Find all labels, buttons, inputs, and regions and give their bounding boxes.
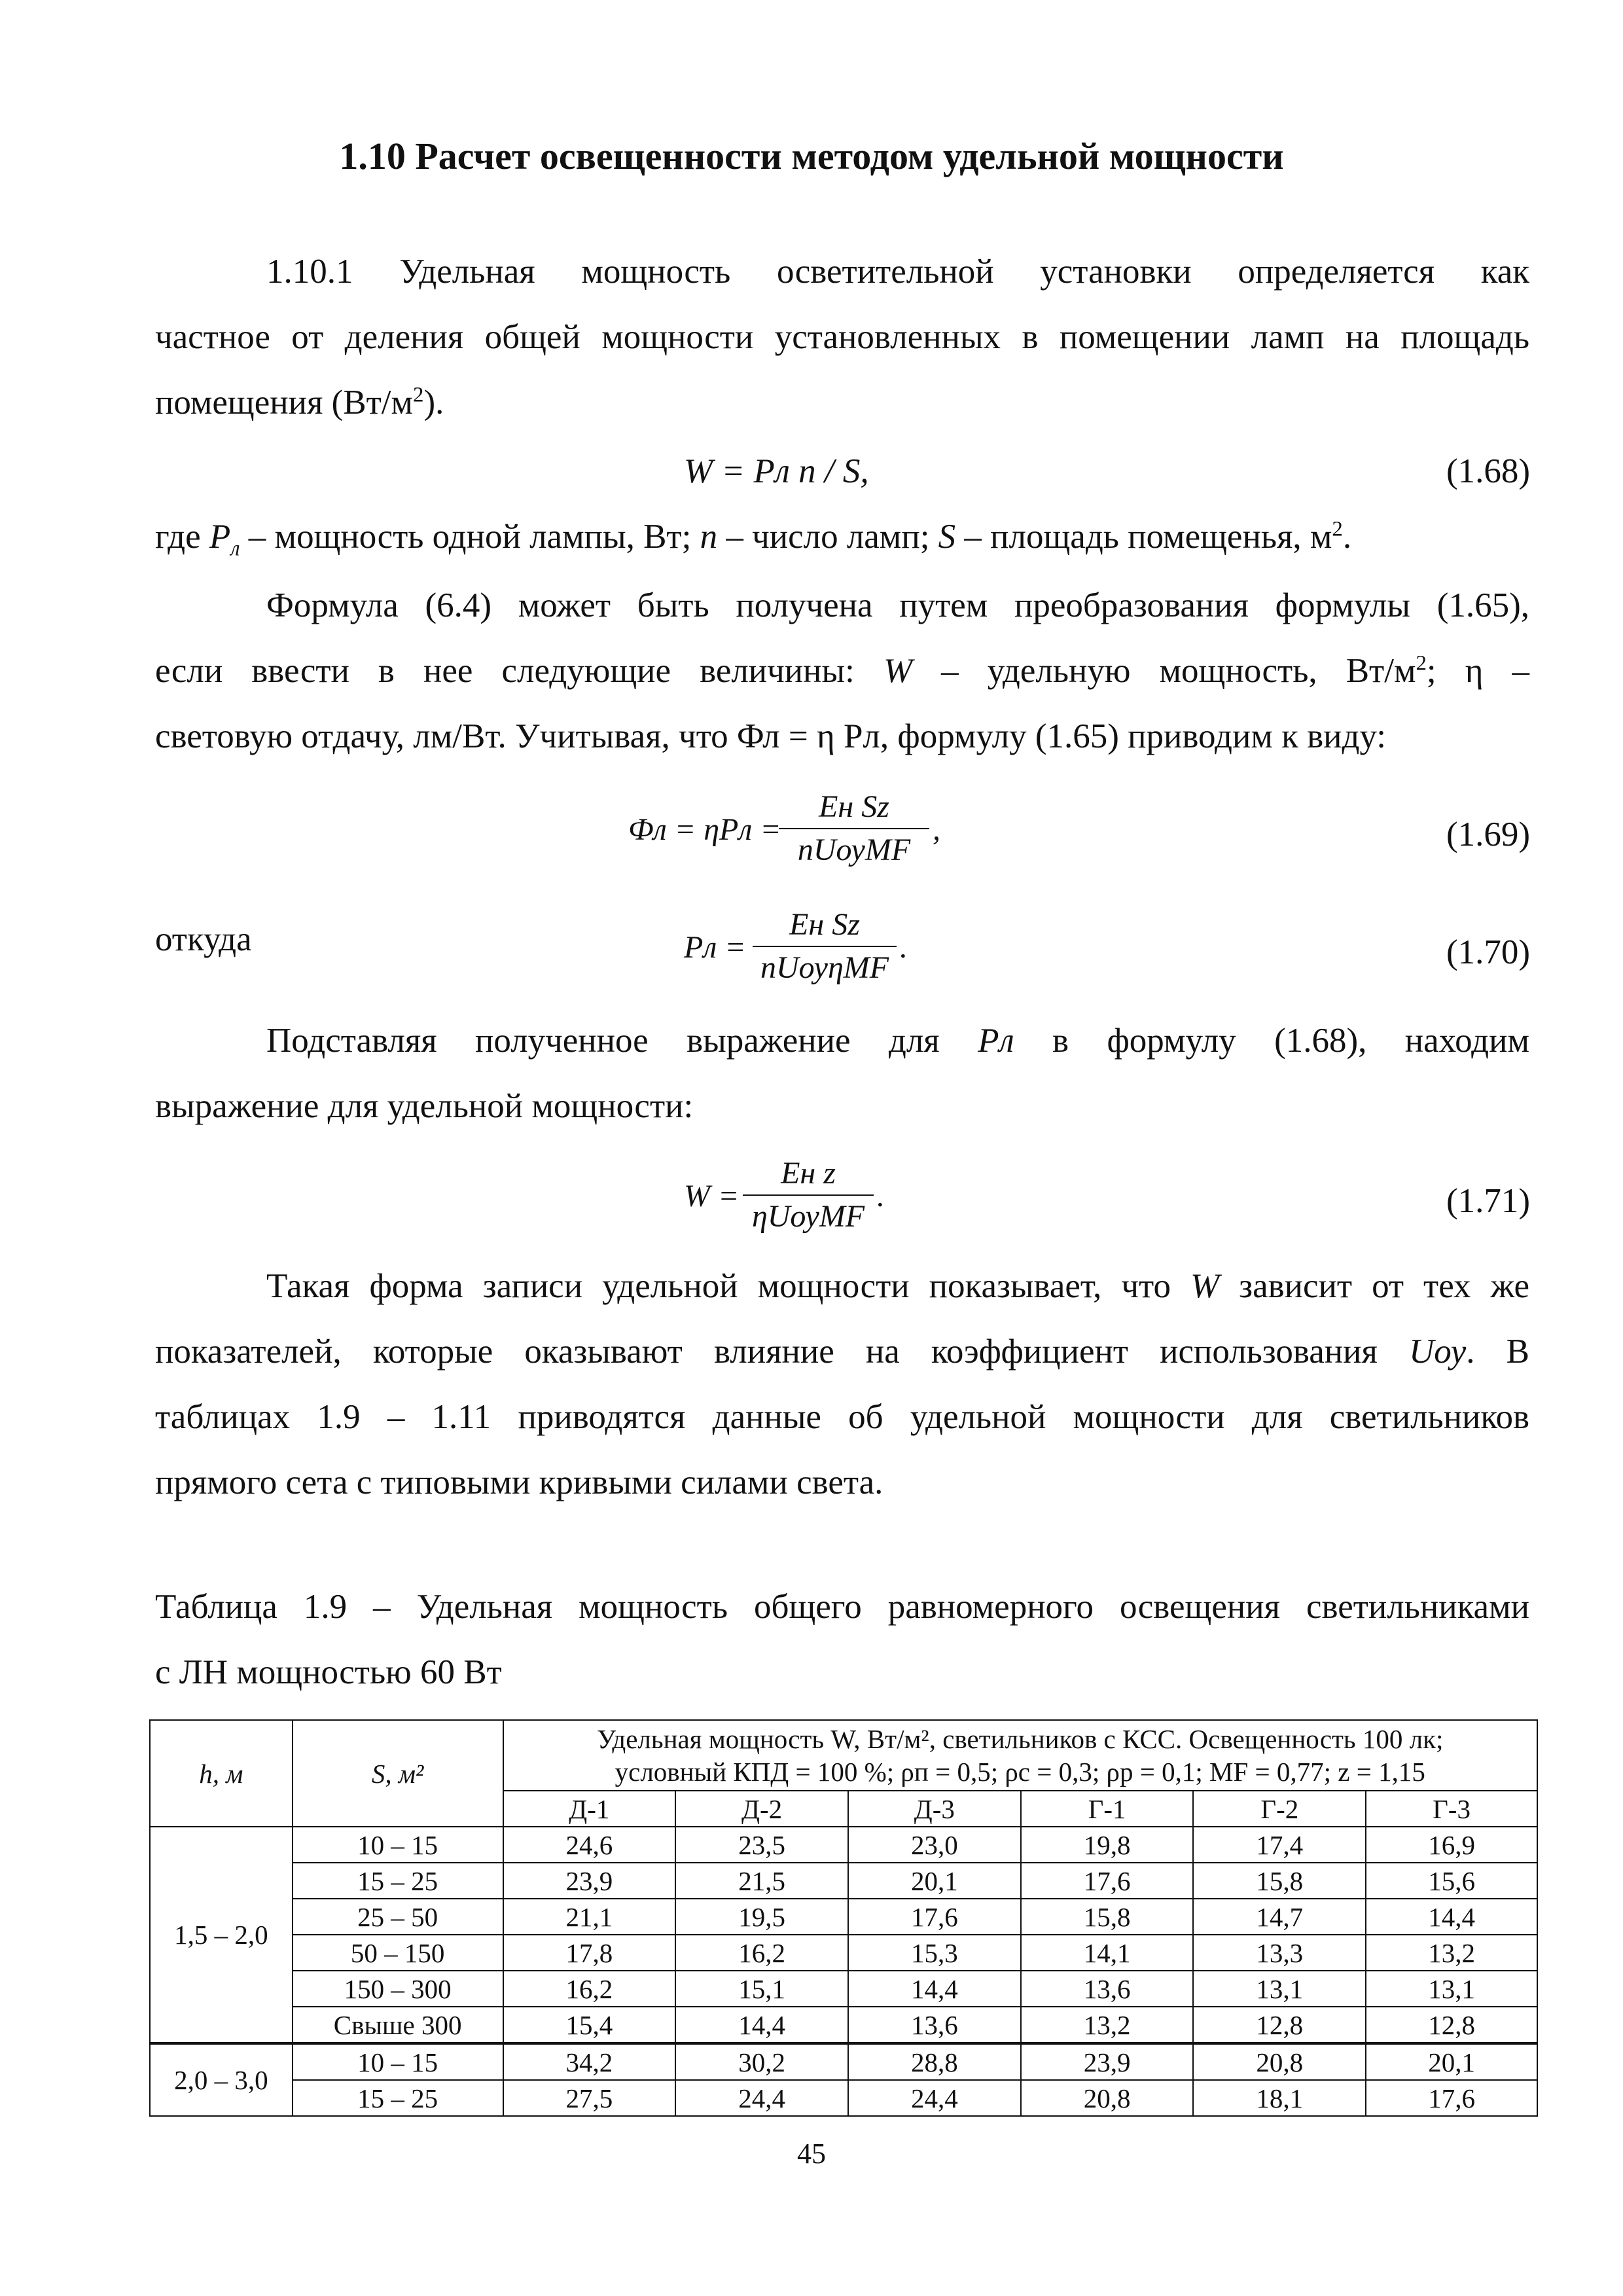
para2-line2 [155,651,1529,691]
para2-line3: световую отдачу, лм/Вт. Учитывая, что Фл = η Рл, формулу (1.65) приводим к виду: [155,717,1386,755]
table-caption [155,1587,1529,1626]
para4-line2-post: . В [1466,1333,1529,1371]
para4-line4: прямого сета с типовыми кривыми силами света. [155,1463,883,1501]
area-range-cell: 15 – 25 [293,1863,503,1899]
value-cell: 20,1 [1366,2043,1537,2080]
equation-1-71-lhs: W = [684,1179,740,1213]
equation-1-71-fraction [743,1155,874,1235]
where-mid: – мощность одной лампы, Вт; [240,518,700,556]
value-cell: 16,2 [503,1971,676,2007]
col-header-h [150,1720,293,1827]
value-cell: 19,8 [1021,1827,1194,1863]
value-cell: 20,8 [1193,2043,1366,2080]
value-cell: 17,6 [1366,2080,1537,2116]
para1-line2: частное от деления общей мощности установленных в помещении ламп на площадь [155,318,1529,356]
kss-header-cell: Г-3 [1366,1791,1537,1827]
value-cell: 17,6 [1021,1863,1194,1899]
header-line2: условный КПД = 100 %; ρп = 0,5; ρс = 0,3; ρр = 0,1; MF = 0,77; z = 1,15 [615,1757,1425,1787]
value-cell: 13,2 [1366,1935,1537,1971]
para4-line1-pre: Такая форма записи удельной мощности показывает, что [266,1267,1190,1305]
value-cell: 21,5 [675,1863,848,1899]
table-caption-text: – Удельная мощность общего равномерного освещения светильниками [347,1588,1529,1626]
equation-1-69-numerator: Eн Sz [819,789,889,824]
table-row [150,2007,1537,2043]
area-range-cell: Свыше 300 [293,2007,503,2043]
table-row [150,1935,1537,1971]
value-cell: 14,4 [848,1971,1021,2007]
value-cell: 13,6 [848,2007,1021,2043]
value-cell: 13,3 [1193,1935,1366,1971]
kss-header-cell: Д-2 [675,1791,848,1827]
where-end: . [1342,518,1352,556]
table-caption-tag: Таблица 1.9 [155,1588,348,1626]
col-header-power [503,1720,1538,1791]
area-range-cell: 50 – 150 [293,1935,503,1971]
value-cell: 13,6 [1021,1971,1194,2007]
specific-power-table [149,1719,1538,2117]
para4-line1 [266,1266,1529,1306]
table-body [150,1827,1537,2116]
para1-line1: 1.10.1 Удельная мощность осветительной установки определяется как [266,253,1529,291]
value-cell: 17,4 [1193,1827,1366,1863]
para3-line1-pre: Подставляя полученное выражение для [266,1022,978,1060]
value-cell: 20,1 [848,1863,1021,1899]
para4-line2 [155,1332,1529,1371]
equation-1-69-fraction [779,789,929,869]
value-cell: 16,9 [1366,1827,1537,1863]
value-cell: 15,8 [1021,1899,1194,1935]
value-cell: 15,8 [1193,1863,1366,1899]
para4-line2-pre: показателей, которые оказывают влияние на коэффициент использования [155,1333,1410,1371]
where-sup: 2 [1332,517,1343,541]
value-cell: 28,8 [848,2043,1021,2080]
table-row [150,1971,1537,2007]
para2-line2-post: ; η – [1426,652,1529,690]
equation-number-1-68: (1.68) [1446,452,1530,490]
section-title: 1.10 Расчет освещенности методом удельной мощности [339,135,1284,177]
where-post: – площадь помещенья, м [955,518,1332,556]
otkuda-word: откуда [155,920,252,958]
table-caption-line2: с ЛН мощностью 60 Вт [155,1653,502,1691]
kss-header-cell: Г-2 [1193,1791,1366,1827]
area-range-cell: 25 – 50 [293,1899,503,1935]
para1-line3 [155,383,444,422]
para2-line2-mid: – удельную мощность, Вт/м [912,652,1416,690]
where-psub: л [230,537,240,561]
value-cell: 12,8 [1366,2007,1537,2043]
value-cell: 15,6 [1366,1863,1537,1899]
area-range-cell: 10 – 15 [293,2043,503,2080]
value-cell: 14,1 [1021,1935,1194,1971]
para4-line3: таблицах 1.9 – 1.11 приводятся данные об удельной мощности для светильников [155,1398,1529,1436]
para1-line3-end: ). [423,384,444,422]
equation-1-71-tail: . [877,1179,885,1213]
value-cell: 14,7 [1193,1899,1366,1935]
fraction-bar [753,946,897,947]
where-p: P [209,518,231,556]
value-cell: 16,2 [675,1935,848,1971]
value-cell: 13,1 [1193,1971,1366,2007]
value-cell: 15,1 [675,1971,848,2007]
equation-1-70-lhs: Pл = [684,930,746,965]
kss-header-cell: Г-1 [1021,1791,1194,1827]
value-cell: 21,1 [503,1899,676,1935]
value-cell: 15,4 [503,2007,676,2043]
equation-1-71-numerator: Eн z [781,1156,836,1191]
para3-line1-p: Pл [978,1022,1014,1060]
para2-line2-w: W [883,652,913,690]
value-cell: 13,2 [1021,2007,1194,2043]
area-range-cell: 15 – 25 [293,2080,503,2116]
value-cell: 14,4 [675,2007,848,2043]
equation-number-1-70: (1.70) [1446,933,1530,971]
equation-1-70-tail: . [900,930,908,965]
value-cell: 18,1 [1193,2080,1366,2116]
equation-1-70-denominator: nUоуηMF [760,950,889,985]
height-range-cell: 2,0 – 3,0 [150,2043,293,2116]
equation-1-70-fraction [753,906,897,986]
table-row [150,2080,1537,2116]
where-n: n [700,518,718,556]
where-line [155,517,1351,562]
where-s: S [938,518,956,556]
kss-header-cell: Д-3 [848,1791,1021,1827]
height-range-cell: 1,5 – 2,0 [150,1827,293,2043]
value-cell: 23,9 [503,1863,676,1899]
value-cell: 24,4 [848,2080,1021,2116]
value-cell: 17,6 [848,1899,1021,1935]
table-row [150,1827,1537,1863]
value-cell: 24,6 [503,1827,676,1863]
para2-line1: Формула (6.4) может быть получена путем преобразования формулы (1.65), [266,586,1529,624]
table-row [150,1899,1537,1935]
para4-line1-w: W [1190,1267,1220,1305]
kss-header-cell: Д-1 [503,1791,676,1827]
fraction-bar [743,1194,874,1196]
table-row [150,2043,1537,2080]
table-row [150,1863,1537,1899]
para1-line3-text: помещения (Вт/м [155,384,414,422]
fraction-bar [779,828,929,829]
area-range-cell: 10 – 15 [293,1827,503,1863]
where-mid2: – число ламп; [717,518,938,556]
value-cell: 34,2 [503,2043,676,2080]
col-header-s [293,1720,503,1827]
col-header-h-text: h, м [199,1758,243,1789]
equation-1-69-denominator: nUоуMF [797,833,911,867]
where-pre: где [155,518,209,556]
value-cell: 15,3 [848,1935,1021,1971]
equation-number-1-71: (1.71) [1446,1182,1530,1220]
para3-line1 [266,1021,1529,1060]
value-cell: 23,5 [675,1827,848,1863]
value-cell: 23,9 [1021,2043,1194,2080]
para4-line2-u: Uоу [1409,1333,1467,1371]
value-cell: 14,4 [1366,1899,1537,1935]
para1-line3-sup: 2 [413,383,424,407]
page-number: 45 [797,2138,826,2170]
para3-line1-post: в формулу (1.68), находим [1014,1022,1529,1060]
value-cell: 24,4 [675,2080,848,2116]
value-cell: 19,5 [675,1899,848,1935]
header-line1: Удельная мощность W, Вт/м², светильников с КСС. Освещенность 100 лк; [597,1724,1444,1754]
equation-1-68: W = Pл n / S, [684,452,869,490]
value-cell: 27,5 [503,2080,676,2116]
value-cell: 20,8 [1021,2080,1194,2116]
para2-line2-sup: 2 [1416,651,1427,675]
col-header-s-text: S, м² [371,1758,424,1789]
para3-line2: выражение для удельной мощности: [155,1087,694,1125]
value-cell: 17,8 [503,1935,676,1971]
para2-line2-pre: если ввести в нее следующие величины: [155,652,883,690]
equation-1-71-denominator: ηUоуMF [751,1199,865,1234]
equation-1-70-numerator: Eн Sz [789,907,860,942]
area-range-cell: 150 – 300 [293,1971,503,2007]
equation-number-1-69: (1.69) [1446,816,1530,853]
para4-line1-post: зависит от тех же [1219,1267,1529,1305]
value-cell: 30,2 [675,2043,848,2080]
value-cell: 12,8 [1193,2007,1366,2043]
value-cell: 13,1 [1366,1971,1537,2007]
value-cell: 23,0 [848,1827,1021,1863]
equation-1-69-lhs: Фл = ηPл = [628,812,781,847]
equation-1-69-tail: , [933,812,940,847]
